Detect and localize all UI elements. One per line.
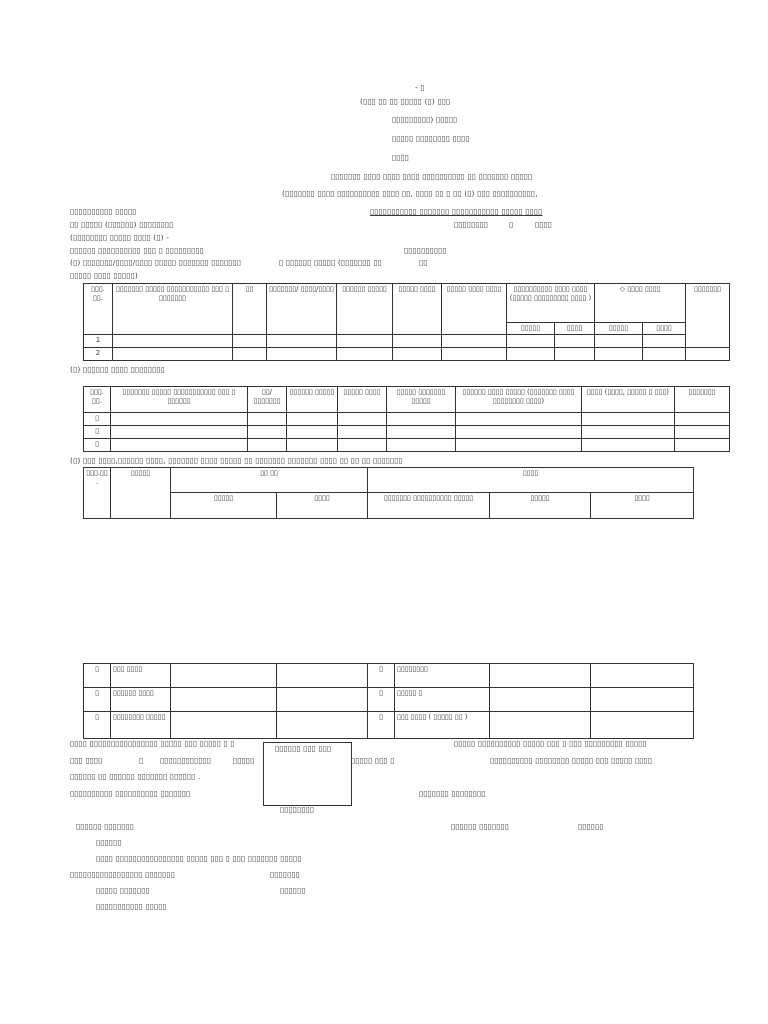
t3-sub-3: ▯▯▯▯▯▯▯ ▯▯▯▯▯▯▯▯▯▯ ▯▯▯▯▯ (368, 493, 490, 519)
footer-line2-e: ▯▯▯▯▯ ▯▯▯ ▯ (351, 756, 395, 765)
footer-line1-left: ▯▯▯▯ ▯▯▯▯▯▯▯▯▯▯▯▯▯▯▯▯ ▯▯▯▯▯ ▯▯▯ ▯▯▯▯▯ ▯ ▯ (70, 739, 235, 748)
t3-head-c2: ▯▯▯▯▯ (111, 468, 171, 519)
footer-signature-right-2: ▯▯▯▯▯▯ (578, 822, 604, 831)
footer-line8: ▯▯▯▯ ▯▯▯▯▯▯▯▯▯▯▯▯▯▯▯▯ ▯▯▯▯▯ ▯▯▯ ▯ ▯▯▯ ▯▯▯▯▯▯▯ ▯▯▯▯▯ (96, 854, 302, 863)
t4-num: ▯ (84, 712, 111, 739)
t4-num: ▯ (84, 664, 111, 688)
t2-row-num: ▯ (84, 426, 111, 439)
table-row (84, 439, 730, 452)
table-row (84, 712, 694, 739)
meta-right-2a: ▯▯▯▯▯▯▯▯ (454, 220, 489, 229)
t2-row-num: ▯ (84, 439, 111, 452)
table-2 (83, 386, 730, 452)
t3-head-c3: ▯▯ ▯▯ (171, 468, 368, 493)
meta-left-2: ▯▯ ▯▯▯▯▯ (▯▯▯▯▯▯) ▯▯▯▯▯▯▯▯ (70, 220, 174, 229)
doc-header-line4: ▯▯▯▯▯ ▯▯▯▯▯▯▯▯ ▯▯▯▯ (392, 134, 470, 143)
t3-head-c4: ▯▯▯▯ (368, 468, 694, 493)
doc-header-line5: ▯▯▯▯ (392, 153, 410, 162)
t4-label-a: ▯▯▯▯▯▯ ▯▯▯▯ (111, 688, 171, 712)
t4-num: ▯ (84, 688, 111, 712)
footer-line2-a: ▯▯▯ ▯▯▯▯ (70, 756, 103, 765)
footer-line4-left: ▯▯▯▯▯▯▯▯▯▯ ▯▯▯▯▯▯▯▯▯▯ ▯▯▯▯▯▯▯ (70, 789, 191, 798)
t2-head-c3: ▯▯/ ▯▯▯▯▯▯▯ (248, 387, 287, 413)
t1-head-c10: ▯▯▯▯▯▯▯ (686, 284, 730, 348)
t2-head-c5: ▯▯▯▯▯ ▯▯▯▯ (338, 387, 387, 413)
t2-head-desc: ▯▯▯▯▯▯▯ ▯▯▯▯▯ ▯▯▯▯▯▯▯▯▯▯▯ ▯▯▯ ▯ ▯▯▯▯▯▯ (111, 387, 248, 413)
doc-header-line1: - ▯ (415, 83, 425, 92)
footer-line1-right: ▯▯▯▯▯ ▯▯▯▯▯▯▯▯▯▯ ▯▯▯▯▯ ▯▯▯ ▯ ▯▯▯ ▯▯▯▯▯▯▯▯▯ ▯▯▯▯▯ (454, 739, 647, 748)
t1-sub-1: ▯▯▯▯▯ (507, 323, 555, 335)
footer-line2-right: ▯▯▯▯▯▯▯▯▯▯ ▯▯▯▯▯▯▯▯ ▯▯▯▯▯ ▯▯▯ ▯▯▯▯▯ ▯▯▯▯ (490, 756, 653, 765)
t3-sub-2: ▯▯▯▯ (277, 493, 368, 519)
t4-label-a: ▯▯▯ ▯▯▯▯ (111, 664, 171, 688)
footer-line2-d: ▯▯▯▯▯ (233, 756, 255, 765)
table-row (84, 688, 694, 712)
table-4 (83, 663, 694, 739)
t2-row-num: ▯ (84, 413, 111, 426)
meta-right-2b: ▯ (509, 220, 514, 229)
t1-head-c9: ◇ ▯▯▯▯ ▯▯▯▯ (595, 284, 686, 323)
table-3 (83, 467, 694, 519)
t4-num: ▯ (368, 688, 395, 712)
meta-left-6: ▯▯▯▯▯ ▯▯▯▯ ▯▯▯▯▯) (70, 271, 138, 280)
stamp-box (263, 742, 352, 806)
section-2-heading: (▯) ▯▯▯▯▯▯ ▯▯▯▯ ▯▯▯▯▯▯▯▯ (70, 365, 165, 374)
footer-signature-right: ▯▯▯▯▯▯ ▯▯▯▯▯▯▯ (451, 822, 510, 831)
t2-head-c9: ▯▯▯▯▯▯▯ (675, 387, 730, 413)
t1-head-c4: ▯▯▯▯▯▯▯/ ▯▯▯▯/▯▯▯▯ (267, 284, 337, 335)
section-3-heading: (▯) ▯▯▯ ▯▯▯▯,▯▯▯▯▯▯ ▯▯▯▯, ▯▯▯▯▯▯▯ ▯▯▯▯ ▯▯▯▯▯ ▯▯ ▯▯▯▯▯▯▯ ▯▯▯▯▯▯▯ ▯▯▯▯ ▯▯ ▯▯ ▯▯ ▯▯▯▯▯▯▯ (70, 456, 403, 465)
stamp-text: ▯▯▯▯▯▯ ▯▯▯ ▯▯▯ (275, 744, 332, 753)
meta-left-1: ▯▯▯▯▯▯▯▯▯▯ ▯▯▯▯▯ (70, 207, 137, 216)
t4-label-b: ▯▯▯▯▯▯▯▯ (395, 664, 490, 688)
t1-head-c3: ▯▯ (233, 284, 267, 335)
table-row (84, 664, 694, 688)
t1-head-c6: ▯▯▯▯▯ ▯▯▯▯ (393, 284, 442, 335)
stamp-label: ▯▯▯▯▯▯▯▯ (280, 805, 315, 814)
footer-line4-right: ▯▯▯▯▯▯▯ ▯▯▯▯▯▯▯▯ (419, 789, 486, 798)
table-row (84, 335, 730, 348)
t1-head-c7: ▯▯▯▯▯ ▯▯▯▯ ▯▯▯▯ (442, 284, 507, 335)
t2-head-c4: ▯▯▯▯▯▯ ▯▯▯▯▯ (287, 387, 338, 413)
footer-line7: ▯▯▯▯▯▯ (96, 838, 122, 847)
t3-sub-5: ▯▯▯▯ (591, 493, 694, 519)
table-1 (83, 283, 730, 361)
footer-line10-left: ▯▯▯▯▯ ▯▯▯▯▯▯▯ (96, 886, 150, 895)
footer-line3: ▯▯▯▯▯▯ ▯▯ ▯▯▯▯▯▯ ▯▯▯▯▯▯▯ ▯▯▯▯▯▯ . (70, 772, 201, 781)
meta-left-3: (▯▯▯▯▯▯▯▯ ▯▯▯▯▯ ▯▯▯▯ (▯) - (70, 233, 170, 242)
footer-line9-left: ▯▯▯▯▯▯▯▯▯▯▯▯▯▯▯▯▯ ▯▯▯▯▯▯▯ (70, 870, 175, 879)
meta-right-1: ▯▯▯▯▯▯▯▯▯▯▯ ▯▯▯▯▯▯▯ ▯▯▯▯▯▯▯▯▯▯▯ ▯▯▯▯▯ ▯▯▯▯ (370, 207, 543, 216)
footer-signature-left: ▯▯▯▯▯▯ ▯▯▯▯▯▯▯ (76, 822, 135, 831)
footer-line2-b: ▯ (139, 756, 144, 765)
doc-header-line3: ▯▯▯▯▯▯▯▯▯) ▯▯▯▯▯ (392, 115, 458, 124)
t3-sub-4: ▯▯▯▯▯ (490, 493, 591, 519)
t1-head-desc: ▯▯▯▯▯▯▯ ▯▯▯▯▯ ▯▯▯▯▯▯▯▯▯▯▯ ▯▯▯ ▯ ▯▯▯▯▯▯▯ (113, 284, 233, 335)
meta-right-5: ▯▯ (419, 258, 428, 267)
meta-right-4: ▯▯▯▯▯▯▯▯▯▯ (404, 246, 447, 255)
t3-sub-1: ▯▯▯▯▯ (171, 493, 277, 519)
meta-left-4: ▯▯▯▯▯▯ ▯▯▯▯▯▯▯▯▯▯ ▯▯▯ ▯ ▯▯▯▯▯▯▯▯▯ (70, 246, 204, 255)
t1-sub-3: ▯▯▯▯▯ (595, 323, 643, 335)
footer-line9-right: ▯▯▯▯▯▯▯ (270, 870, 300, 879)
t2-head-c8: ▯▯▯▯ (▯▯▯▯, ▯▯▯▯▯ ▯ ▯▯▯) (582, 387, 675, 413)
t2-head-c6: ▯▯▯▯▯ ▯▯▯▯▯▯▯ ▯▯▯▯▯ (387, 387, 456, 413)
table-row (84, 413, 730, 426)
meta-left-5: (▯) ▯▯▯▯▯▯▯/▯▯▯▯/▯▯▯▯ ▯▯▯▯▯ ▯▯▯▯▯▯▯ ▯▯▯▯▯▯▯ (70, 258, 242, 267)
meta-right-2c: ▯▯▯▯ (535, 220, 553, 229)
t4-label-b: ▯▯▯ ▯▯▯▯ ( ▯▯▯▯▯ ▯▯ ) (395, 712, 490, 739)
table-row (84, 426, 730, 439)
t1-row-num: 1 (84, 335, 113, 348)
footer-line11: ▯▯▯▯▯▯▯▯▯▯▯ ▯▯▯▯▯ (96, 902, 167, 911)
meta-mid-5: ▯ ▯▯▯▯▯▯ ▯▯▯▯▯ (▯▯▯▯▯▯▯ ▯▯ (279, 258, 382, 267)
t2-head-c7: ▯▯▯▯▯▯ ▯▯▯▯ ▯▯▯▯▯ (▯▯▯▯▯▯▯ ▯▯▯▯ ▯▯▯▯▯▯▯▯ ▯▯▯▯) (456, 387, 582, 413)
doc-subtitle: (▯▯▯▯▯▯▯ ▯▯▯▯ ▯▯▯▯▯▯▯▯▯▯ ▯▯▯▯ ▯▯, ▯▯▯▯ ▯▯ ▯ ▯▯ (▯) ▯▯▯ ▯▯▯▯▯▯▯▯▯▯, (282, 189, 538, 198)
t1-row-num: 2 (84, 348, 113, 361)
t3-head-sn: ▯▯▯.▯▯ . (84, 468, 111, 519)
t4-num: ▯ (368, 712, 395, 739)
t4-label-b: ▯▯▯▯▯ ▯ (395, 688, 490, 712)
t1-head-c5: ▯▯▯▯▯▯ ▯▯▯▯▯ (337, 284, 393, 335)
t2-head-sn: ▯▯▯. ▯▯. (84, 387, 111, 413)
t1-head-c8: ▯▯▯▯▯▯▯▯▯▯ ▯▯▯▯ ▯▯▯▯ (▯▯▯▯▯ ▯▯▯▯▯▯▯▯▯ ▯▯▯▯ ) (507, 284, 595, 323)
footer-line10-right: ▯▯▯▯▯▯ (280, 886, 306, 895)
t4-num: ▯ (368, 664, 395, 688)
t1-sub-4: ▯▯▯▯ (643, 323, 686, 335)
t1-head-sn: ▯▯▯. ▯▯. (84, 284, 113, 335)
t4-label-a: ▯▯▯▯▯▯▯▯ ▯▯▯▯▯ (111, 712, 171, 739)
table-row (84, 348, 730, 361)
doc-header-line2: (▯▯▯ ▯▯ ▯▯ ▯▯▯▯▯ (▯) ▯▯▯ (360, 97, 451, 106)
footer-line2-c: ▯▯▯▯▯▯▯▯▯▯▯▯ (160, 756, 212, 765)
t1-sub-2: ▯▯▯▯ (555, 323, 595, 335)
doc-title: ▯▯▯▯▯▯▯ ▯▯▯▯ ▯▯▯▯ ▯▯▯▯ ▯▯▯▯▯▯▯▯▯▯ ▯▯ ▯▯▯▯▯▯▯ ▯▯▯▯▯ (331, 172, 533, 181)
